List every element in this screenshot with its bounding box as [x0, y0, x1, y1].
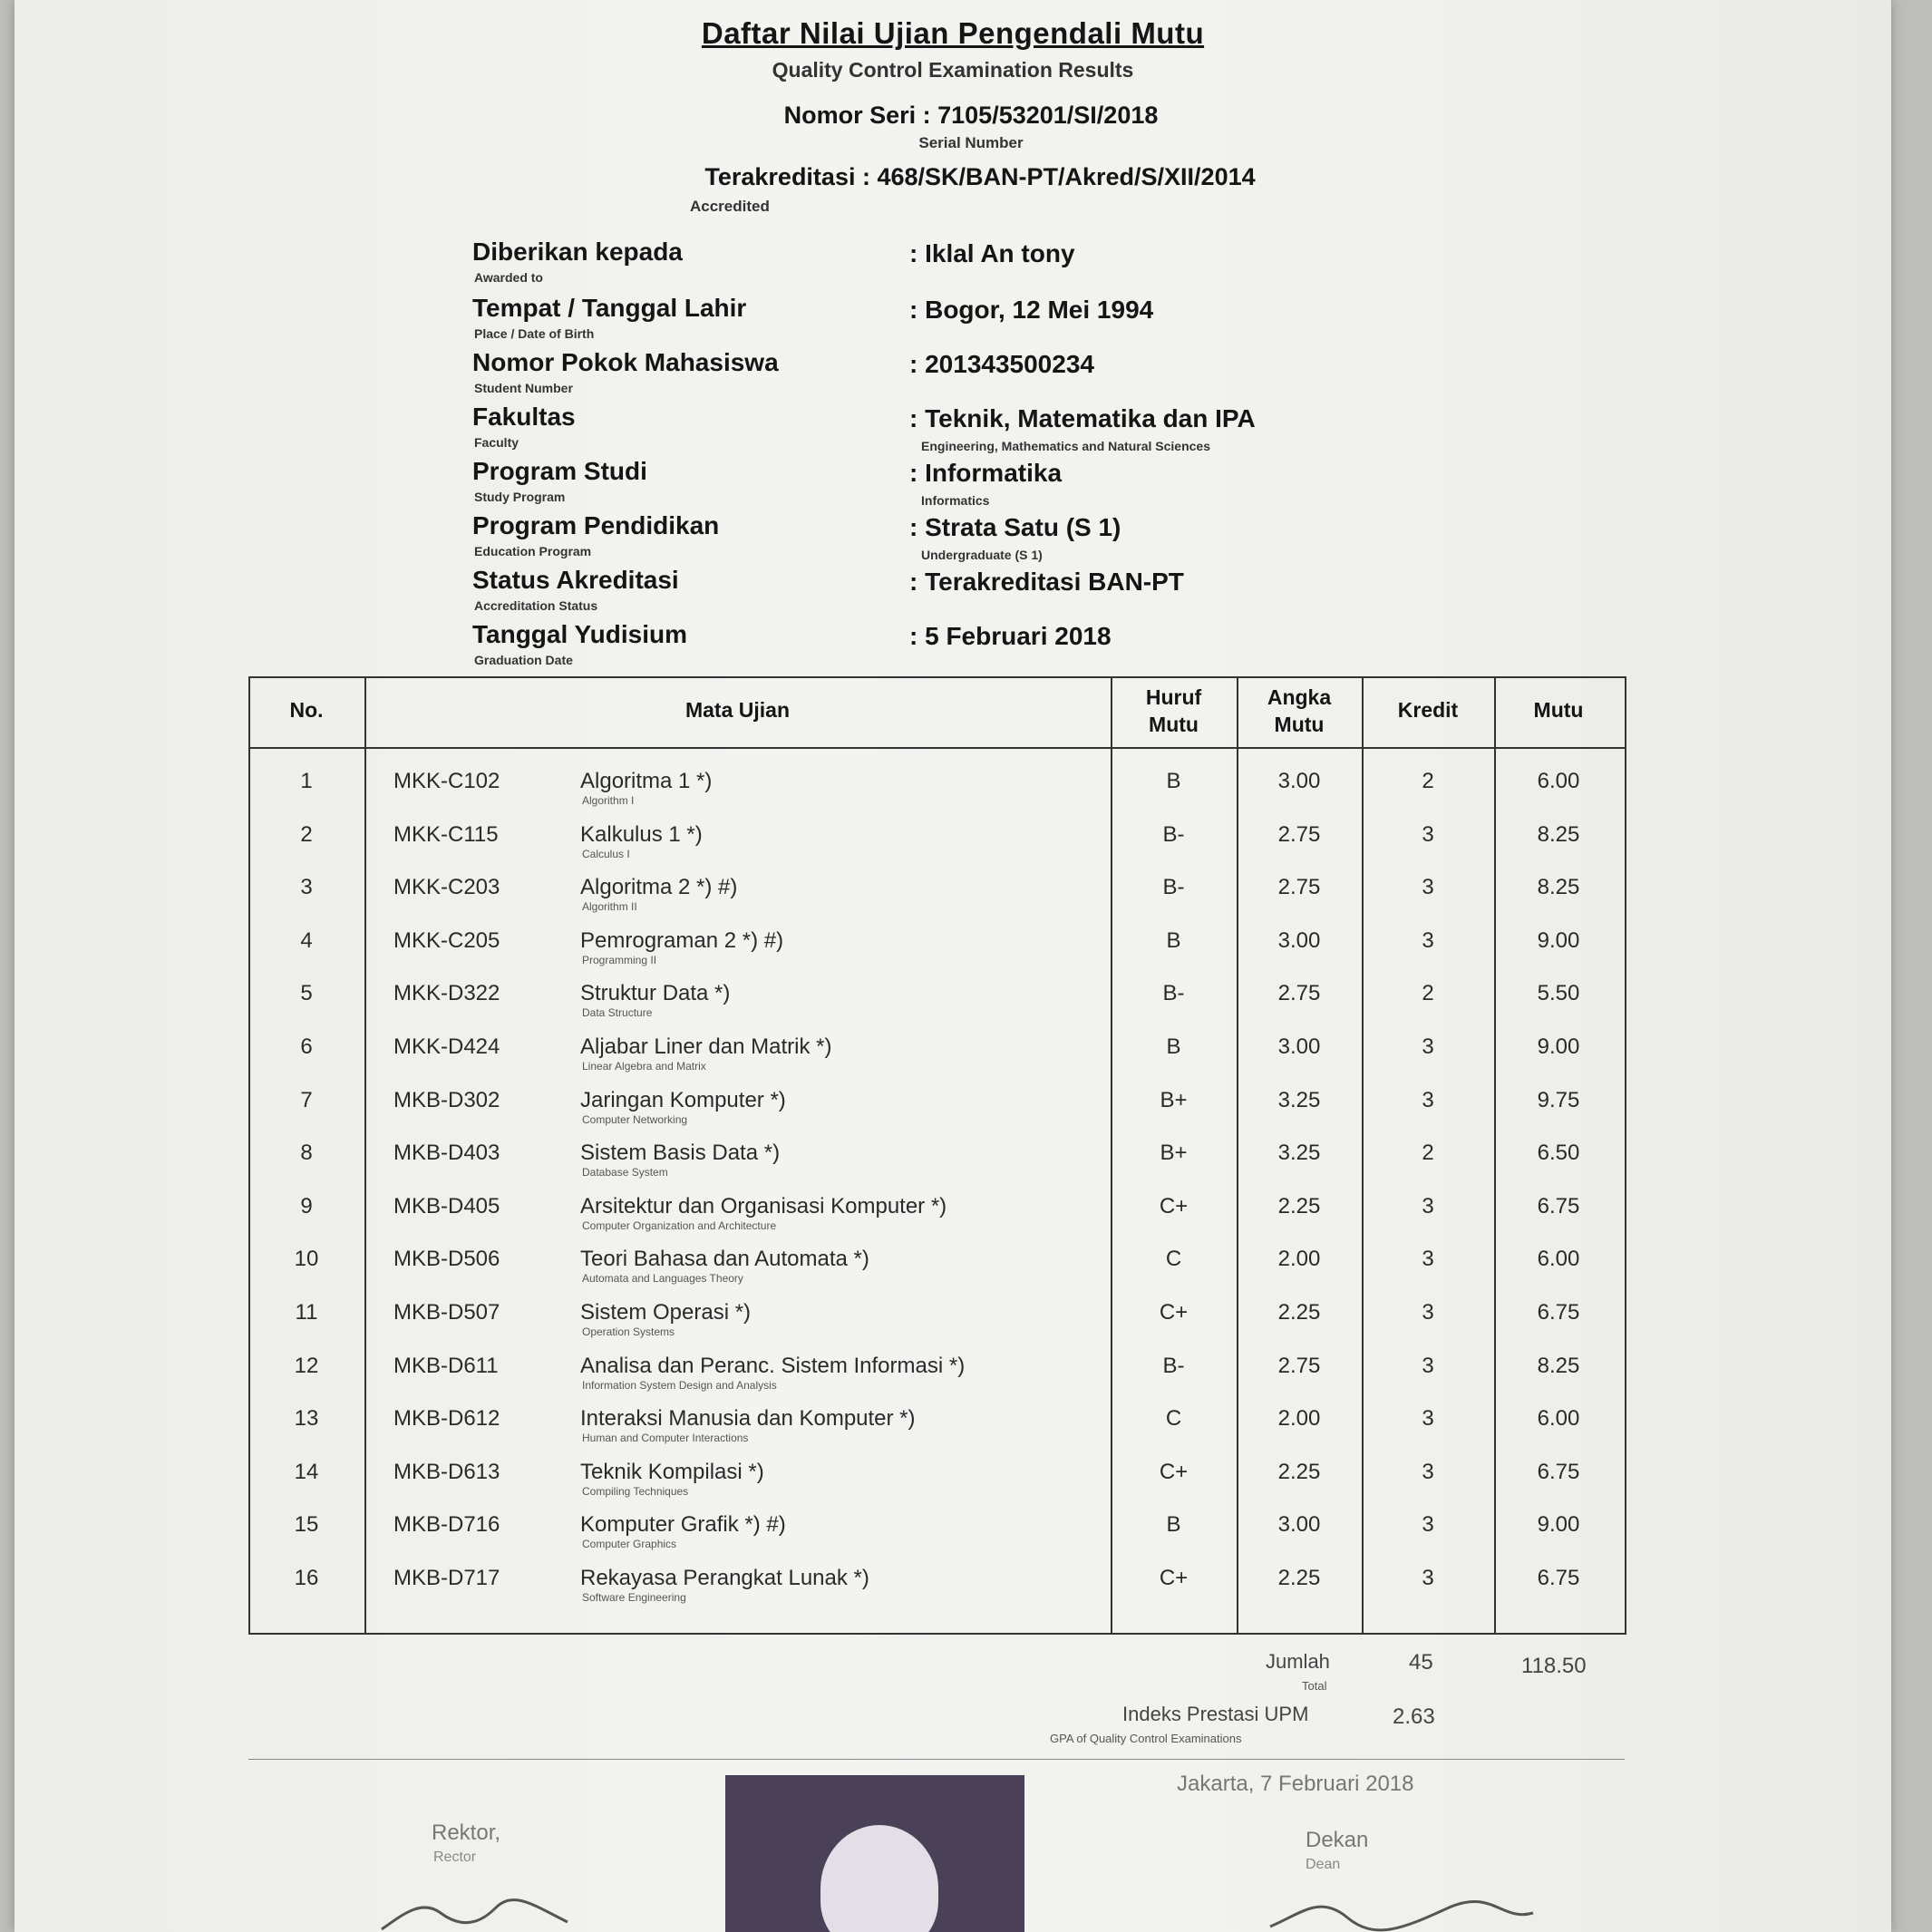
row-subject-en: Computer Graphics: [582, 1538, 677, 1550]
row-credit: 3: [1422, 1406, 1434, 1431]
row-credit: 3: [1422, 1194, 1434, 1218]
info-sub: Student Number: [474, 381, 573, 395]
row-no: 7: [300, 1088, 313, 1112]
row-quality: 8.25: [1537, 822, 1580, 847]
photo-face: [820, 1825, 938, 1932]
row-grade-number: 3.00: [1277, 928, 1321, 953]
header-subject: Mata Ujian: [684, 698, 791, 722]
row-grade-letter: B-: [1162, 822, 1185, 847]
row-credit: 2: [1422, 769, 1434, 793]
row-code: MKB-D403: [393, 1141, 500, 1165]
row-quality: 9.00: [1537, 928, 1580, 953]
info-label: Tanggal Yudisium: [472, 620, 688, 648]
info-label: Diberikan kepada: [472, 238, 683, 266]
info-value: : 5 Februari 2018: [909, 622, 1112, 650]
row-grade-number: 2.75: [1277, 822, 1321, 847]
row-credit: 3: [1422, 1566, 1434, 1590]
dean-title-en: Dean: [1306, 1857, 1341, 1872]
row-grade-letter: C: [1165, 1406, 1182, 1431]
row-credit: 3: [1422, 1512, 1434, 1537]
info-sub: Education Program: [474, 544, 592, 558]
row-subject: Algoritma 2 *) #): [580, 875, 738, 899]
row-quality: 6.00: [1537, 769, 1580, 793]
row-subject: Analisa dan Peranc. Sistem Informasi *): [580, 1354, 966, 1378]
info-sub: Study Program: [474, 490, 566, 504]
row-subject-en: Information System Design and Analysis: [582, 1379, 777, 1392]
row-credit: 2: [1422, 981, 1434, 1005]
row-credit: 3: [1422, 875, 1434, 899]
info-value: : Informatika: [909, 459, 1063, 487]
header-credit: Kredit: [1397, 698, 1459, 722]
header-grade-line1: Huruf: [1145, 685, 1202, 709]
document-title: Daftar Nilai Ujian Pengendali Mutu: [701, 16, 1205, 50]
rector-signature: [377, 1895, 577, 1932]
row-subject: Kalkulus 1 *): [580, 822, 703, 847]
row-grade-number: 2.75: [1277, 875, 1321, 899]
info-label: Tempat / Tanggal Lahir: [472, 294, 747, 322]
row-no: 1: [300, 769, 313, 793]
place-date: Jakarta, 7 Februari 2018: [1177, 1772, 1414, 1796]
info-value-sub: Undergraduate (S 1): [921, 548, 1043, 562]
info-label: Fakultas: [472, 403, 576, 431]
dean-title: Dekan: [1306, 1828, 1369, 1852]
row-grade-letter: B: [1166, 928, 1181, 953]
row-subject-en: Database System: [582, 1166, 668, 1179]
row-no: 9: [300, 1194, 313, 1218]
row-subject-en: Automata and Languages Theory: [582, 1272, 743, 1285]
row-subject: Sistem Basis Data *): [580, 1141, 781, 1165]
dean-signature: [1266, 1886, 1538, 1932]
info-value-sub: Engineering, Mathematics and Natural Sciences: [921, 439, 1210, 453]
header-score-line2: Mutu: [1274, 713, 1325, 736]
row-quality: 6.50: [1537, 1141, 1580, 1165]
row-subject-en: Computer Organization and Architecture: [582, 1219, 777, 1232]
info-value: : Teknik, Matematika dan IPA: [909, 404, 1256, 432]
row-grade-letter: C+: [1159, 1300, 1189, 1325]
row-grade-letter: B+: [1160, 1088, 1188, 1112]
row-subject: Struktur Data *): [580, 981, 731, 1005]
header-grade-line2: Mutu: [1149, 713, 1199, 736]
row-subject: Jaringan Komputer *): [580, 1088, 786, 1112]
row-quality: 6.75: [1537, 1194, 1580, 1218]
row-subject-en: Computer Networking: [582, 1113, 688, 1126]
row-subject-en: Algorithm II: [582, 900, 637, 913]
row-credit: 3: [1422, 1088, 1434, 1112]
accreditation-number: Terakreditasi : 468/SK/BAN-PT/Akred/S/XII/2014: [704, 163, 1256, 190]
rector-title-en: Rector: [433, 1849, 477, 1865]
row-quality: 5.50: [1537, 981, 1580, 1005]
row-code: MKK-D322: [393, 981, 500, 1005]
info-sub: Graduation Date: [474, 653, 573, 667]
row-code: MKB-D613: [393, 1460, 500, 1484]
row-subject: Interaksi Manusia dan Komputer *): [580, 1406, 916, 1431]
table-bottom-line: [248, 1633, 1625, 1635]
gpa-sub: GPA of Quality Control Examinations: [1050, 1732, 1242, 1745]
info-value-sub: Informatics: [921, 493, 990, 508]
summary-bottom-line: [248, 1759, 1625, 1760]
row-no: 6: [300, 1034, 313, 1059]
transcript-page: [15, 0, 1891, 1932]
total-sub: Total: [1302, 1679, 1327, 1693]
row-subject: Algoritma 1 *): [580, 769, 713, 793]
header-grade-letter: [1111, 684, 1237, 738]
row-grade-letter: C: [1165, 1247, 1182, 1271]
row-grade-number: 2.00: [1277, 1247, 1321, 1271]
row-code: MKB-D405: [393, 1194, 500, 1218]
row-subject-en: Programming II: [582, 954, 657, 966]
row-code: MKB-D611: [393, 1354, 499, 1378]
row-subject-en: Human and Computer Interactions: [582, 1432, 749, 1444]
row-subject: Teori Bahasa dan Automata *): [580, 1247, 869, 1271]
row-no: 11: [295, 1300, 318, 1325]
row-subject: Pemrograman 2 *) #): [580, 928, 784, 953]
row-quality: 9.00: [1537, 1034, 1580, 1059]
row-subject-en: Data Structure: [582, 1006, 653, 1019]
gpa-value: 2.63: [1393, 1704, 1435, 1729]
header-quality: Mutu: [1533, 698, 1584, 722]
document-subtitle: Quality Control Examination Results: [772, 58, 1134, 82]
row-subject-en: Compiling Techniques: [582, 1485, 689, 1498]
row-subject-en: Operation Systems: [582, 1325, 675, 1338]
row-grade-letter: B-: [1162, 981, 1185, 1005]
serial-number-label-en: Serial Number: [918, 134, 1024, 151]
row-quality: 6.00: [1537, 1247, 1580, 1271]
info-sub: Faculty: [474, 435, 519, 450]
table-header-divider: [248, 747, 1625, 749]
row-credit: 3: [1422, 928, 1434, 953]
row-credit: 3: [1422, 1300, 1434, 1325]
row-grade-letter: B: [1166, 769, 1181, 793]
row-no: 2: [300, 822, 313, 847]
row-grade-number: 2.25: [1277, 1194, 1321, 1218]
gpa-label: Indeks Prestasi UPM: [1122, 1703, 1309, 1725]
row-credit: 3: [1422, 1354, 1434, 1378]
serial-number: Nomor Seri : 7105/53201/SI/2018: [783, 102, 1159, 129]
row-credit: 3: [1422, 822, 1434, 847]
row-grade-letter: C+: [1159, 1194, 1189, 1218]
row-quality: 9.00: [1537, 1512, 1580, 1537]
column-divider: [364, 676, 366, 1633]
row-code: MKK-D424: [393, 1034, 500, 1059]
row-subject: Aljabar Liner dan Matrik *): [580, 1034, 832, 1059]
row-no: 14: [294, 1460, 319, 1484]
info-sub: Accreditation Status: [474, 598, 598, 613]
row-no: 5: [300, 981, 313, 1005]
row-grade-number: 3.00: [1277, 1512, 1321, 1537]
row-no: 16: [294, 1566, 319, 1590]
row-grade-letter: C+: [1159, 1566, 1189, 1590]
accreditation-label-en: Accredited: [690, 198, 770, 215]
info-value: : Bogor, 12 Mei 1994: [909, 296, 1154, 324]
row-credit: 2: [1422, 1141, 1434, 1165]
row-no: 8: [300, 1141, 313, 1165]
row-grade-number: 3.00: [1277, 1034, 1321, 1059]
row-subject-en: Linear Algebra and Matrix: [582, 1060, 706, 1073]
row-subject: Sistem Operasi *): [580, 1300, 752, 1325]
row-subject-en: Algorithm I: [582, 794, 635, 807]
row-grade-number: 2.75: [1277, 1354, 1321, 1378]
row-quality: 9.75: [1537, 1088, 1580, 1112]
row-grade-letter: B-: [1162, 875, 1185, 899]
row-no: 12: [294, 1354, 319, 1378]
row-quality: 6.75: [1537, 1566, 1580, 1590]
info-sub: Place / Date of Birth: [474, 326, 595, 341]
row-grade-number: 2.25: [1277, 1300, 1321, 1325]
total-quality: 118.50: [1521, 1654, 1587, 1678]
row-grade-number: 3.00: [1277, 769, 1321, 793]
row-grade-letter: B+: [1160, 1141, 1188, 1165]
info-value: : Terakreditasi BAN-PT: [909, 568, 1184, 596]
row-no: 10: [294, 1247, 319, 1271]
row-code: MKB-D716: [393, 1512, 500, 1537]
info-value: : 201343500234: [909, 350, 1094, 378]
info-label: Program Pendidikan: [472, 511, 720, 539]
row-grade-number: 2.25: [1277, 1460, 1321, 1484]
row-grade-letter: C+: [1159, 1460, 1189, 1484]
row-code: MKK-C115: [393, 822, 499, 847]
row-quality: 8.25: [1537, 875, 1580, 899]
row-credit: 3: [1422, 1247, 1434, 1271]
row-code: MKK-C205: [393, 928, 500, 953]
total-credit: 45: [1409, 1650, 1433, 1675]
student-photo: [725, 1775, 1024, 1932]
total-label: Jumlah: [1266, 1650, 1330, 1673]
row-no: 3: [300, 875, 313, 899]
row-quality: 6.75: [1537, 1300, 1580, 1325]
row-grade-number: 2.75: [1277, 981, 1321, 1005]
row-credit: 3: [1422, 1034, 1434, 1059]
row-grade-letter: B-: [1162, 1354, 1185, 1378]
header-score-line1: Angka: [1267, 685, 1332, 709]
row-grade-letter: B: [1166, 1034, 1181, 1059]
info-sub: Awarded to: [474, 270, 543, 285]
header-grade-number: [1237, 684, 1362, 738]
row-quality: 6.00: [1537, 1406, 1580, 1431]
row-code: MKB-D717: [393, 1566, 500, 1590]
row-grade-number: 3.25: [1277, 1141, 1321, 1165]
row-grade-number: 3.25: [1277, 1088, 1321, 1112]
row-grade-number: 2.25: [1277, 1566, 1321, 1590]
row-grade-number: 2.00: [1277, 1406, 1321, 1431]
row-credit: 3: [1422, 1460, 1434, 1484]
info-label: Nomor Pokok Mahasiswa: [472, 348, 779, 376]
row-grade-letter: B: [1166, 1512, 1181, 1537]
row-no: 13: [294, 1406, 319, 1431]
info-value: : Iklal An tony: [909, 239, 1075, 267]
info-value: : Strata Satu (S 1): [909, 513, 1121, 541]
row-subject: Teknik Kompilasi *): [580, 1460, 764, 1484]
row-code: MKB-D302: [393, 1088, 500, 1112]
info-label: Program Studi: [472, 457, 647, 485]
row-code: MKB-D506: [393, 1247, 500, 1271]
row-no: 15: [294, 1512, 319, 1537]
row-code: MKB-D612: [393, 1406, 500, 1431]
row-subject: Rekayasa Perangkat Lunak *): [580, 1566, 869, 1590]
row-quality: 8.25: [1537, 1354, 1580, 1378]
row-code: MKB-D507: [393, 1300, 500, 1325]
row-no: 4: [300, 928, 313, 953]
row-subject-en: Software Engineering: [582, 1591, 686, 1604]
header-no: No.: [289, 698, 324, 722]
row-subject: Komputer Grafik *) #): [580, 1512, 786, 1537]
rector-title: Rektor,: [432, 1820, 501, 1845]
row-code: MKK-C102: [393, 769, 500, 793]
row-quality: 6.75: [1537, 1460, 1580, 1484]
info-label: Status Akreditasi: [472, 566, 679, 594]
row-subject: Arsitektur dan Organisasi Komputer *): [580, 1194, 947, 1218]
row-subject-en: Calculus I: [582, 848, 630, 860]
row-code: MKK-C203: [393, 875, 500, 899]
